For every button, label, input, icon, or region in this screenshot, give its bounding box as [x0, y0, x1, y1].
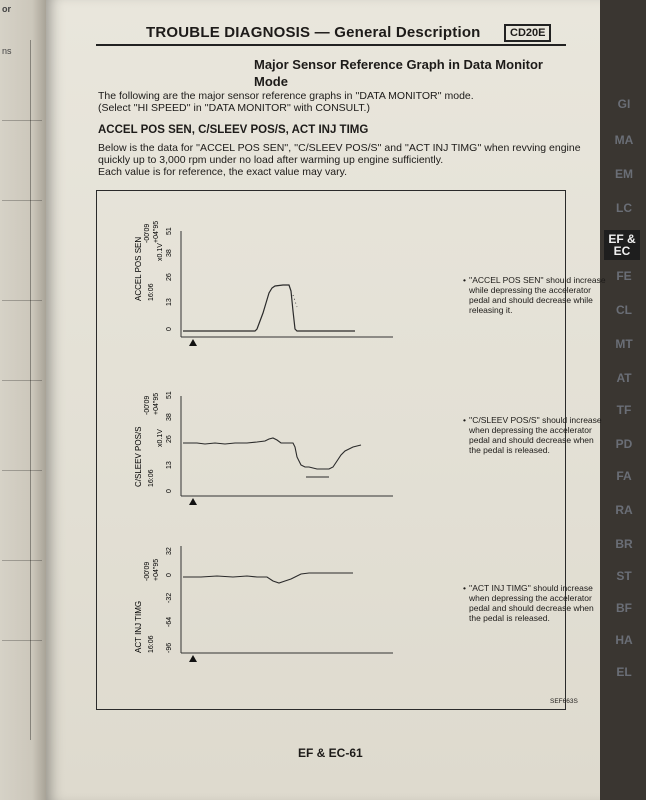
tab-st[interactable]: ST — [616, 569, 632, 583]
graph-label-name: ACCEL POS SEN — [134, 236, 143, 301]
subsection-title: ACCEL POS SEN, C/SLEEV POS/S, ACT INJ TIMG — [98, 124, 369, 136]
graph-note: • ''C/SLEEV POS/S'' should increase when depressing the accelerator pedal and should decrease when the pedal is released. — [463, 415, 602, 455]
graph-tick-1: 13 — [166, 461, 173, 469]
left-page-rule — [30, 40, 31, 740]
graph-trace — [183, 285, 355, 331]
trigger-marker-icon — [189, 339, 197, 346]
graph-csleev-pos-s — [134, 391, 393, 505]
tab-pd[interactable]: PD — [615, 437, 633, 451]
figure-code: SEF663S — [550, 698, 578, 705]
graph-label-unit: x0.1V — [157, 429, 164, 447]
tab-cl[interactable]: CL — [616, 303, 632, 317]
section-tabs — [604, 0, 646, 800]
graph-note: • ''ACT INJ TIMG'' should increase when depressing the accelerator pedal and should decrease when the pedal is released. — [463, 583, 594, 623]
graph-tick-1: 13 — [166, 298, 173, 306]
tab-gi[interactable]: GI — [617, 97, 631, 111]
tab-tf[interactable]: TF — [616, 403, 632, 417]
trigger-marker-icon — [189, 655, 197, 662]
bullet-icon: • — [463, 275, 466, 285]
section-title-line: Major Sensor Reference Graph in Data Monitor — [254, 57, 543, 72]
graph-time-start: -00'09 — [144, 223, 151, 243]
graph-act-inj-timg — [134, 546, 393, 662]
description-line: Below is the data for ''ACCEL POS SEN'', ''C/SLEEV POS/S'' and ''ACT INJ TIMG'' when revving engine — [98, 142, 581, 154]
graph-tick-2: 26 — [166, 273, 173, 281]
section-title — [254, 56, 584, 90]
graph-label-time: 16:06 — [148, 283, 155, 301]
tab-fa[interactable]: FA — [616, 469, 632, 483]
graph-label-time: 16:06 — [148, 635, 155, 653]
description-line: Each value is for reference, the exact value may vary. — [98, 166, 348, 178]
graph-trace — [183, 573, 353, 583]
graph-tick-2: -32 — [166, 592, 173, 603]
tab-ra[interactable]: RA — [615, 503, 633, 517]
intro-paragraph — [98, 90, 578, 114]
description-paragraph — [98, 142, 586, 178]
graph-tick-0: 0 — [166, 489, 173, 493]
tab-ha[interactable]: HA — [615, 633, 633, 647]
graph-tick-3: 0 — [166, 573, 173, 577]
graph-time-offset: +04"95 — [153, 220, 160, 243]
header-separator: — — [314, 24, 330, 41]
graph-trace — [183, 438, 361, 469]
tab-ef-ec[interactable]: EF & EC — [604, 230, 640, 260]
header-subtitle: General Description — [334, 24, 481, 41]
graph-time-start: -00'09 — [144, 395, 151, 415]
graph-label-unit: x0.1V — [157, 243, 164, 261]
trigger-marker-icon — [189, 498, 197, 505]
graph-tick-4: 51 — [166, 391, 173, 399]
graph-tick-0: -96 — [166, 642, 173, 653]
manual-page — [46, 0, 636, 800]
graph-time-start: -00'09 — [144, 561, 151, 581]
tab-el[interactable]: EL — [616, 665, 632, 679]
graph-tick-4: 32 — [166, 547, 173, 555]
graph-time-offset: +04"95 — [153, 392, 160, 415]
intro-line: (Select ''HI SPEED'' in ''DATA MONITOR'' with CONSULT.) — [98, 102, 370, 114]
bullet-icon: • — [463, 583, 466, 593]
graph-time-offset: +04"95 — [153, 558, 160, 581]
graph-label-name: ACT INJ TIMG — [134, 600, 143, 653]
graph-label-name: C/SLEEV POS/S — [134, 426, 143, 487]
engine-code-badge: CD20E — [504, 24, 551, 42]
graph-tick-4: 51 — [166, 227, 173, 235]
tab-br[interactable]: BR — [615, 537, 633, 551]
page-number: EF & EC-61 — [298, 746, 363, 760]
tab-em[interactable]: EM — [615, 167, 633, 181]
tab-bf[interactable]: BF — [616, 601, 632, 615]
graph-accel-pos-sen — [134, 221, 393, 346]
graph-tick-3: 38 — [166, 413, 173, 421]
graph-tick-2: 26 — [166, 435, 173, 443]
bullet-icon: • — [463, 415, 466, 425]
graph-tick-3: 38 — [166, 249, 173, 257]
intro-line: The following are the major sensor reference graphs in ''DATA MONITOR'' mode. — [98, 90, 474, 102]
header-title: TROUBLE DIAGNOSIS — [146, 24, 311, 41]
description-line: quickly up to 3,000 rpm under no load after warming up engine sufficiently. — [98, 154, 444, 166]
tab-fe[interactable]: FE — [616, 269, 632, 283]
section-title-line: Mode — [254, 74, 288, 89]
tab-mt[interactable]: MT — [615, 337, 633, 351]
header-rule — [96, 44, 566, 46]
graph-tick-1: -64 — [166, 616, 173, 627]
tab-at[interactable]: AT — [616, 371, 632, 385]
left-page-fragment: ns — [2, 46, 12, 56]
graph-tick-0: 0 — [166, 327, 173, 331]
left-page-edge — [0, 0, 46, 800]
graph-note: • ''ACCEL POS SEN'' should increase while depressing the accelerator pedal and should decrease while releasing it. — [463, 275, 606, 315]
graph-label-time: 16:06 — [148, 469, 155, 487]
reference-graph-figure — [96, 190, 606, 710]
tab-ma[interactable]: MA — [614, 133, 634, 147]
page-header — [146, 24, 481, 41]
tab-lc[interactable]: LC — [616, 201, 632, 215]
left-page-fragment: or — [2, 4, 11, 14]
